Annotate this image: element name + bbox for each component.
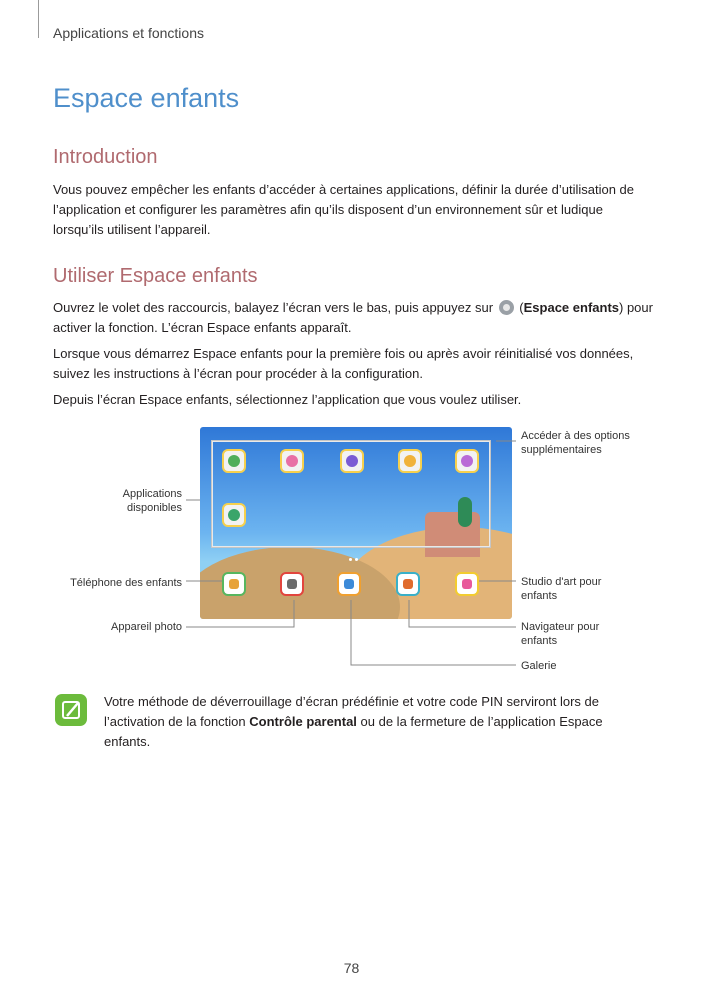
callout-kids-phone: Téléphone des enfants <box>70 577 182 589</box>
usage-p1-bold: Espace enfants <box>523 300 619 315</box>
callout-more-options: Accéder à des options supplémentaires <box>521 430 630 456</box>
usage-paragraph-3: Depuis l’écran Espace enfants, sélectionnez l’application que vous voulez utiliser. <box>53 392 522 407</box>
callout-line-camera <box>186 600 294 627</box>
callout-available-apps: Applications disponibles <box>122 488 182 514</box>
note-bold: Contrôle parental <box>249 714 357 729</box>
page-number: 78 <box>343 960 360 976</box>
note-text: Votre méthode de déverrouillage d’écran prédéfinie et votre code PIN serviront lors de l’activation de la fonction <box>104 694 600 729</box>
usage-p1-after: pour activer la fonction. L’écran Espace enfants apparaît. <box>53 300 653 335</box>
callout-camera: Appareil photo <box>111 621 182 633</box>
page-title: Espace enfants <box>53 83 240 113</box>
note-paragraph <box>104 692 644 752</box>
note-pencil-icon <box>55 694 87 726</box>
callout-gallery: Galerie <box>521 660 557 672</box>
callout-art-studio: Studio d'art pour enfants <box>521 576 602 602</box>
usage-paragraph-2: Lorsque vous démarrez Espace enfants pour la première fois ou après avoir réinitialisé vos données, suivez les instructions à l’écran pour procéder à la configuration. <box>53 346 634 381</box>
callout-line-gallery <box>351 600 516 665</box>
intro-heading: Introduction <box>53 146 158 168</box>
section-header: Applications et fonctions <box>53 25 204 41</box>
usage-heading: Utiliser Espace enfants <box>53 265 258 287</box>
callout-browser: Navigateur pour enfants <box>521 621 600 647</box>
usage-p1-text: Ouvrez le volet des raccourcis, balayez l’écran vers le bas, puis appuyez sur <box>53 300 494 315</box>
note-text-after: ou de la fermeture de l’application Espace enfants. <box>104 714 603 749</box>
intro-paragraph: Vous pouvez empêcher les enfants d’accéder à certaines applications, définir la durée d’utilisation de l’application et configurer les paramètres afin qu’ils disposent d’un environnement sûr et ludique lorsqu’ils utilisent l’appareil. <box>53 182 635 237</box>
callout-line-browser <box>409 600 516 627</box>
usage-paragraph-1: Ouvrez le volet des raccourcis, balayez l’écran vers le bas, puis appuyez sur (Espace enfants) pour activer la fonction. L’écran Espace enfants apparaît. <box>53 300 653 335</box>
